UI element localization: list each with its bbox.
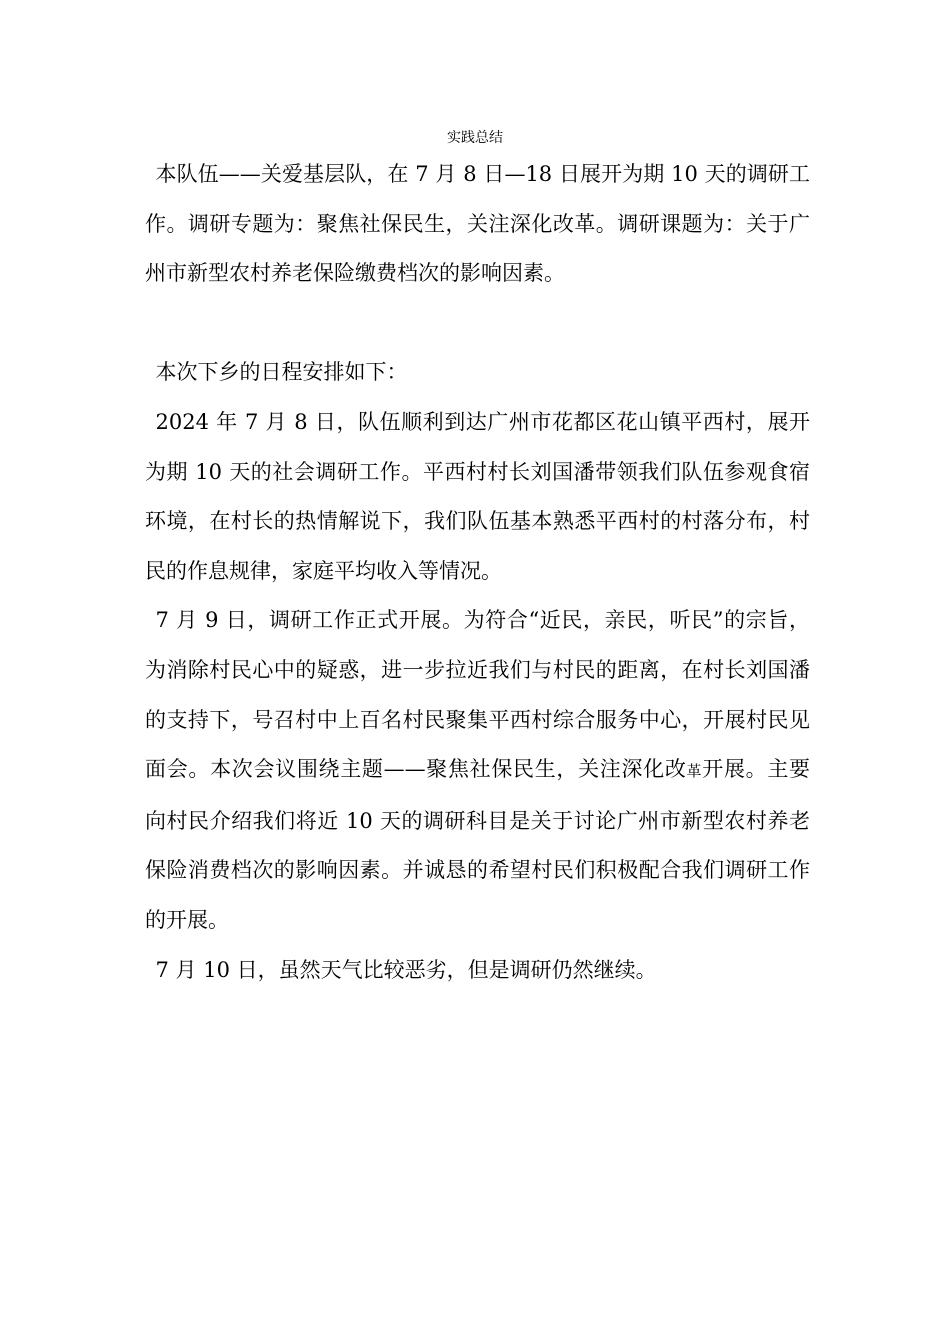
paragraph-july-9-small-char: 革: [686, 762, 703, 781]
paragraph-july-10: 7 月 10 日，虽然天气比较恶劣，但是调研仍然继续。: [155, 957, 657, 982]
paragraph-july-8: 2024 年 7 月 8 日，队伍顺利到达广州市花都区花山镇平西村，展开为期 10 天的社会调研工作。平西村村长刘国潘带领我们队伍参观食宿环境，在村长的热情解说下，我们队伍基本熟悉平西村的村落分布，村民的作息规律，家庭平均收入等情况。: [145, 409, 810, 583]
paragraph-intro: 本队伍——关爱基层队，在 7 月 8 日—18 日展开为期 10 天的调研工作。调研专题为：聚焦社保民生，关注深化改革。调研课题为：关于广州市新型农村养老保险缴费档次的影响因素。: [145, 162, 810, 286]
document-title: 实践总结: [447, 130, 503, 146]
paragraph-july-9-part-1: 7 月 9 日，调研工作正式开展。为符合“近民，亲民，听民”的宗旨，为消除村民心中的疑惑，进一步拉近我们与村民的距离，在村长刘国潘的支持下，号召村中上百名村民聚集平西村综合服务中心，开展村民见面会。本次会议围绕主题——聚焦社保民生，关注深化改: [145, 608, 810, 782]
paragraph-schedule-heading: 本次下乡的日程安排如下：: [155, 360, 408, 385]
blank-line: [145, 299, 810, 349]
paragraph-july-9-part-2: 开展。主要向村民介绍我们将近 10 天的调研科目是关于讨论广州市新型农村养老保险消费档次的影响因素。并诚恳的希望村民们积极配合我们调研工作的开展。: [145, 757, 811, 932]
paragraph-july-9: [145, 596, 810, 945]
document-body: [145, 150, 810, 995]
